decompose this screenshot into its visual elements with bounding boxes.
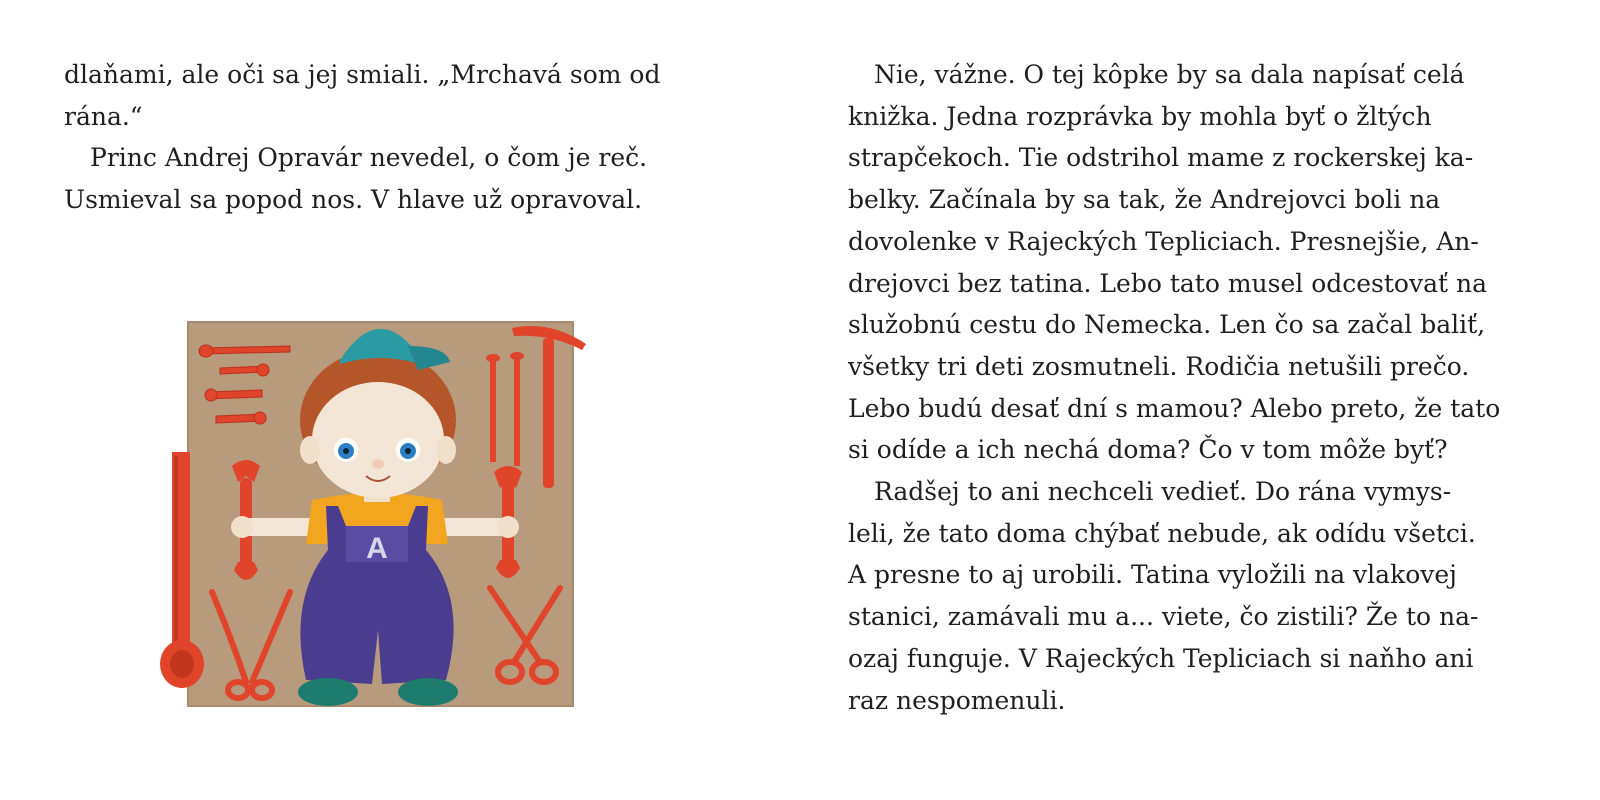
text-line: dovolenke v Rajeckých Tepliciach. Presnejšie, An- [848, 226, 1479, 256]
text-line: Radšej to ani nechceli vedieť. Do rána vymys- [874, 477, 1452, 507]
text-line: Nie, vážne. O tej kôpke by sa dala napísať celá [874, 60, 1465, 89]
text-line: rána.“ [64, 101, 143, 131]
text-line: stanici, zamávali mu a... viete, čo zistili? Že to na- [848, 602, 1479, 632]
text-line: Usmieval sa popod nos. V hlave už opravoval. [64, 185, 643, 215]
text-line: drejovci bez tatina. Lebo tato musel odcestovať na [848, 268, 1488, 298]
boy-with-tools-illustration [150, 300, 600, 730]
overalls-letter: A [366, 532, 388, 565]
text-line: raz nespomenuli. [848, 685, 1066, 715]
text-line: strapčekoch. Tie odstrihol mame z rockerskej ka- [848, 143, 1474, 173]
text-line: A presne to aj urobili. Tatina vyložili na vlakovej [848, 560, 1457, 590]
text-line: Lebo budú desať dní s mamou? Alebo preto, že tato [848, 393, 1501, 423]
text-line: belky. Začínala by sa tak, že Andrejovci boli na [848, 185, 1441, 215]
text-line: knižka. Jedna rozprávka by mohla byť o žltých [848, 101, 1432, 131]
text-line: všetky tri deti zosmutneli. Rodičia netušili prečo. [848, 351, 1470, 381]
right-page-text [848, 54, 1500, 721]
text-line: Princ Andrej Opravár nevedel, o čom je reč. [90, 143, 648, 173]
text-line: leli, že tato doma chýbať nebude, ak odídu všetci. [848, 518, 1476, 548]
left-page-text [64, 54, 660, 221]
right-page [800, 0, 1600, 800]
text-line: dlaňami, ale oči sa jej smiali. „Mrchavá som od [64, 60, 661, 89]
text-line: si odíde a ich nechá doma? Čo v tom môže byť? [848, 435, 1448, 465]
text-line: ozaj funguje. V Rajeckých Tepliciach si naňho ani [848, 643, 1474, 673]
text-line: služobnú cestu do Nemecka. Len čo sa začal baliť, [848, 310, 1486, 340]
